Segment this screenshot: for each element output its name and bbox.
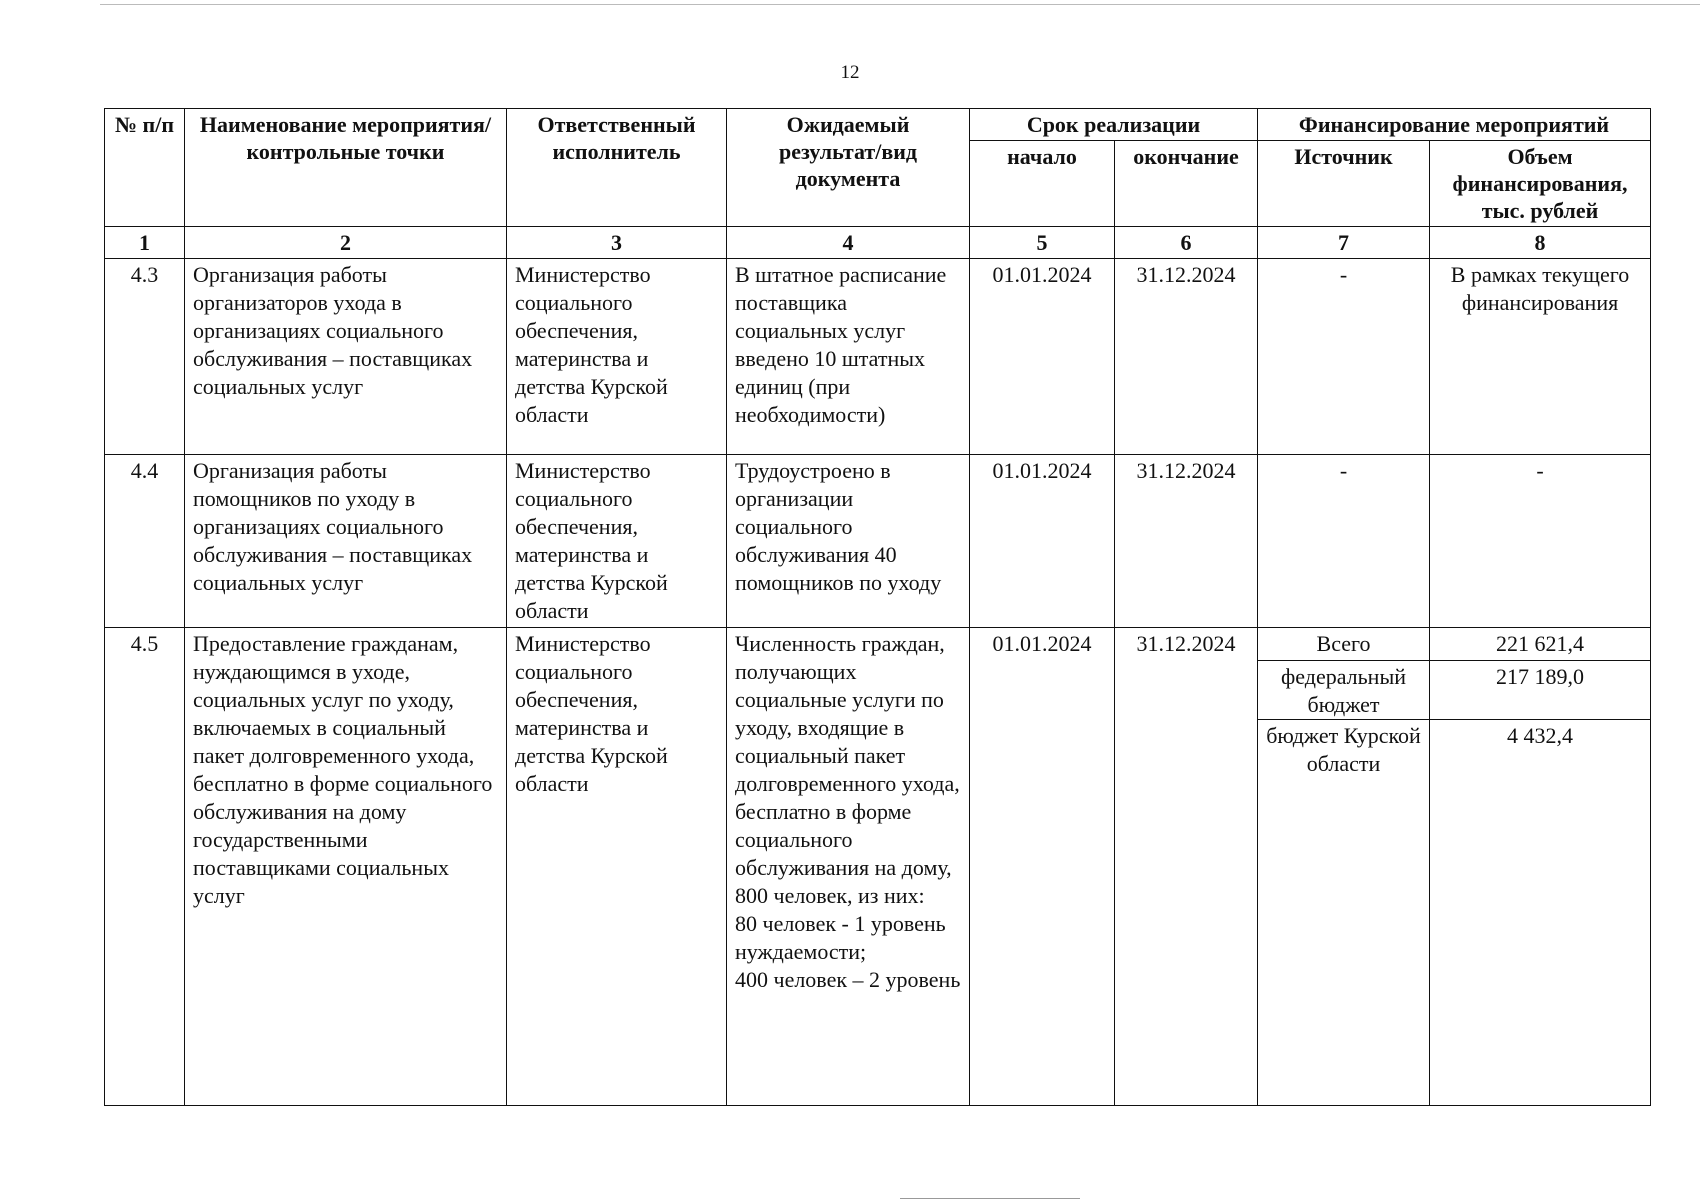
activity-name: Организация работы организаторов ухода в организациях социального обслуживания – поставщиках социальных услуг [185,259,507,455]
funding-source-federal: федеральный бюджет [1258,661,1429,720]
header-start: начало [970,141,1115,227]
funding-volume-total: 221 621,4 [1430,628,1650,661]
header-row-1 [105,109,1651,141]
header-period: Срок реализации [970,109,1258,141]
column-number: 7 [1258,227,1430,259]
responsible-line: социального [515,486,633,511]
funding-volume-federal: 217 189,0 [1430,661,1650,720]
responsible-line: материнства и [515,542,649,567]
scan-edge-line [100,4,1700,5]
expected-result: Трудоустроено в организации социального обслуживания 40 помощников по уходу [727,455,970,628]
funding-volume: - [1430,455,1651,628]
responsible-line: социального [515,290,633,315]
expected-result-level-2: 400 человек – 2 уровень [735,967,961,992]
column-number: 3 [507,227,727,259]
column-number-row [105,227,1651,259]
end-date: 31.12.2024 [1115,628,1258,1106]
table-row-4-5 [105,628,1651,1106]
header-name: Наименование мероприятия/контрольные точки [185,109,507,227]
header-result: Ожидаемый результат/вид документа [727,109,970,227]
funding-volume-regional: 4 432,4 [1507,723,1574,748]
responsible-line: области [515,771,589,796]
column-number: 8 [1430,227,1651,259]
header-source: Источник [1258,141,1430,227]
activity-name: Предоставление гражданам, нуждающимся в уходе, социальных услуг по уходу, включаемых в социальный пакет долговременного ухода, бесплатно в форме социального обслуживания на дому государственными поставщиками социальных услуг [185,628,507,1106]
funding-source-regional: бюджет Курской области [1266,723,1421,776]
funding-sources [1258,628,1430,1106]
end-date: 31.12.2024 [1115,259,1258,455]
funding-source: - [1258,455,1430,628]
responsible-line: области [515,598,589,623]
responsible-line: Министерство [515,262,651,287]
column-number: 2 [185,227,507,259]
page-number: 12 [840,62,860,83]
header-financing: Финансирование мероприятий [1258,109,1651,141]
responsible-executor [507,259,727,455]
activities-table [104,108,1651,1106]
responsible-line: обеспечения, [515,318,638,343]
row-number: 4.5 [105,628,185,1106]
header-volume: Объем финансирования, тыс. рублей [1430,141,1651,227]
responsible-line: детства Курской [515,570,668,595]
expected-result: В штатное расписание поставщика социальных услуг введено 10 штатных единиц (при необходимости) [727,259,970,455]
responsible-line: материнства и [515,346,649,371]
column-number: 5 [970,227,1115,259]
expected-result [727,628,970,1106]
responsible-line: материнства и [515,715,649,740]
end-date: 31.12.2024 [1115,455,1258,628]
responsible-executor [507,628,727,1106]
responsible-executor [507,455,727,628]
responsible-line: социального [515,659,633,684]
header-responsible: Ответственный исполнитель [507,109,727,227]
responsible-line: обеспечения, [515,514,638,539]
funding-volumes [1430,628,1651,1106]
row-number: 4.4 [105,455,185,628]
start-date: 01.01.2024 [970,259,1115,455]
start-date: 01.01.2024 [970,628,1115,1106]
responsible-line: детства Курской [515,743,668,768]
header-num: № п/п [105,109,185,227]
table-row-4-3 [105,259,1651,455]
header-end: окончание [1115,141,1258,227]
responsible-line: Министерство [515,631,651,656]
table-row-4-4 [105,455,1651,628]
row-number: 4.3 [105,259,185,455]
expected-result-main: Численность граждан, получающих социальные услуги по уходу, входящие в социальный пакет долговременного ухода, бесплатно в форме социального обслуживания на дому, 800 человек, из них: [735,631,960,908]
column-number: 4 [727,227,970,259]
responsible-line: области [515,402,589,427]
column-number: 1 [105,227,185,259]
column-number: 6 [1115,227,1258,259]
responsible-line: Министерство [515,458,651,483]
expected-result-level-1: 80 человек - 1 уровень нуждаемости; [735,911,946,964]
funding-source-total: Всего [1258,628,1429,661]
responsible-line: детства Курской [515,374,668,399]
scan-edge-line [900,1198,1080,1199]
funding-source: - [1258,259,1430,455]
activity-name: Организация работы помощников по уходу в организациях социального обслуживания – поставщиках социальных услуг [185,455,507,628]
funding-volume: В рамках текущего финансирования [1430,259,1651,455]
responsible-line: обеспечения, [515,687,638,712]
start-date: 01.01.2024 [970,455,1115,628]
